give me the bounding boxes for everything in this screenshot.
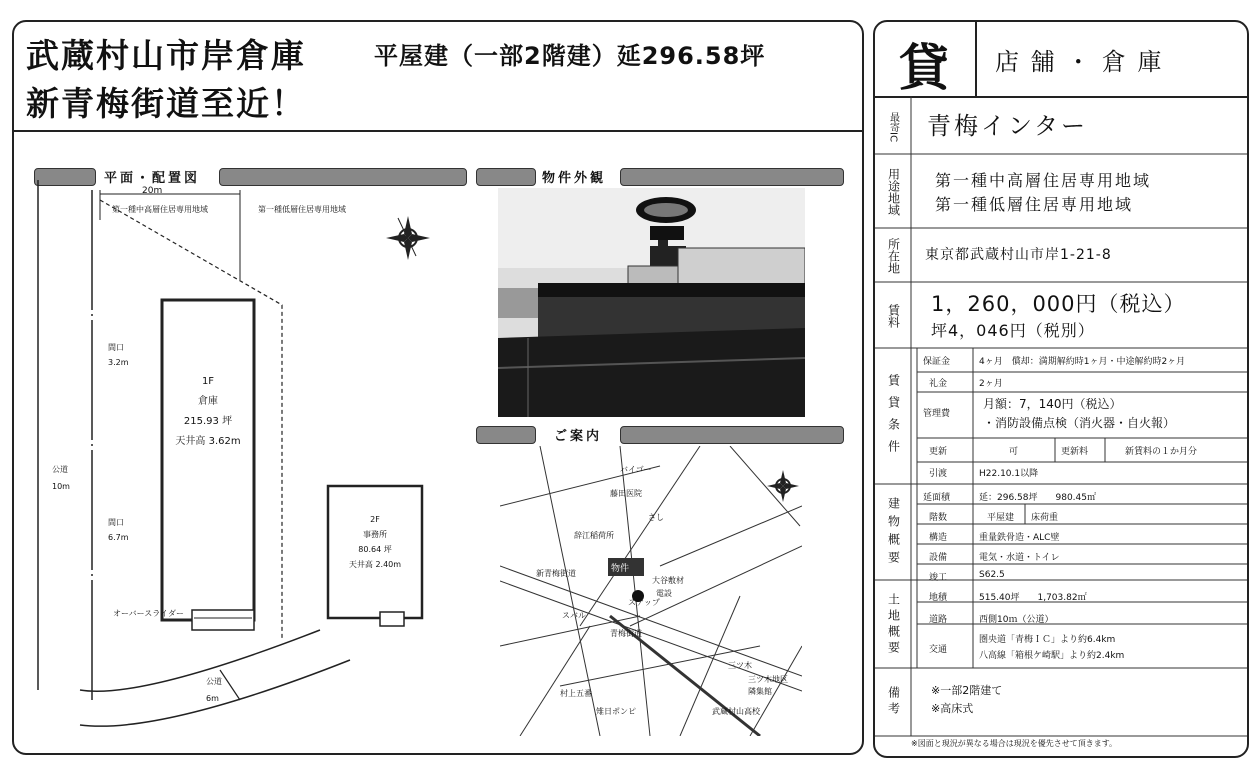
map-label: 三ツ木地区 bbox=[748, 675, 788, 684]
frontage2-value: 6.7m bbox=[108, 533, 129, 542]
note-2: ※高床式 bbox=[931, 702, 974, 715]
label-notes: 備考 bbox=[886, 686, 901, 718]
type-label: 店 舗 ・ 倉 庫 bbox=[995, 48, 1164, 76]
warehouse-use: 倉庫 bbox=[198, 396, 218, 407]
type-char: 貸 bbox=[899, 38, 949, 97]
zoning-2: 第一種低層住居専用地域 bbox=[935, 195, 1134, 214]
property-photo bbox=[498, 188, 805, 417]
handover-val: H22.10.1以降 bbox=[979, 469, 1039, 479]
label-address: 所在地 bbox=[886, 238, 901, 274]
photo-title: 物件外観 bbox=[538, 167, 610, 186]
keymoney-key: 礼金 bbox=[929, 379, 948, 389]
office-label bbox=[328, 512, 422, 572]
road-bottom-label: 公道 bbox=[206, 677, 222, 686]
warehouse-ceiling: 天井高 3.62m bbox=[175, 436, 241, 447]
landarea-key: 地積 bbox=[929, 593, 948, 603]
renew-key: 更新 bbox=[929, 447, 948, 457]
map-label: バイゴー bbox=[620, 465, 652, 474]
map-label: 武蔵村山高校 bbox=[712, 707, 760, 716]
floors-key: 階数 bbox=[929, 513, 948, 523]
info-panel bbox=[873, 20, 1249, 758]
map-label: 村上五番 bbox=[560, 689, 592, 698]
map-title: ご案内 bbox=[550, 425, 606, 444]
footer-note: ※図面と現況が異なる場合は現況を優先させて頂きます。 bbox=[911, 739, 1118, 748]
road-key: 道路 bbox=[929, 615, 948, 625]
header bbox=[14, 22, 862, 132]
mgmt-val1: 月額：7，140円（税込） bbox=[983, 397, 1122, 411]
renew-val: 可 bbox=[1009, 447, 1019, 457]
map-label: 雉日ポンピ bbox=[596, 707, 636, 716]
road-val: 西側10ｍ（公道） bbox=[979, 615, 1054, 625]
equip-key: 設備 bbox=[929, 553, 948, 563]
type-divider bbox=[975, 22, 977, 96]
built-val: S62.5 bbox=[979, 570, 1005, 580]
map-label: 物件 bbox=[611, 564, 630, 574]
built-key: 竣工 bbox=[929, 573, 948, 583]
floorplan-title: 平面・配置図 bbox=[100, 167, 204, 186]
deposit-val: 4ヶ月 償却：満期解約時1ヶ月・中途解約時2ヶ月 bbox=[979, 357, 1186, 367]
zone-right: 第一種低層住居専用地域 bbox=[258, 205, 346, 214]
map-label: 辞江稲荷所 bbox=[574, 531, 614, 540]
office-floor: 2F bbox=[370, 515, 380, 524]
road-bottom-value: 6m bbox=[206, 694, 219, 703]
mgmt-key: 管理費 bbox=[923, 409, 951, 419]
map-label: 電設 bbox=[656, 589, 672, 598]
landarea-val: 515.40坪 1,703.82㎡ bbox=[979, 593, 1087, 603]
structure-val: 重量鉄骨造・ALC壁 bbox=[979, 533, 1060, 543]
type-row bbox=[875, 22, 1247, 98]
renewfee-key: 更新料 bbox=[1061, 447, 1089, 457]
overslider-label: オーバースライダー bbox=[113, 609, 184, 618]
traffic-val2: 八高線「箱根ケ崎駅」より約2.4km bbox=[979, 651, 1125, 661]
floors-extra: 床荷重 bbox=[1031, 513, 1059, 523]
label-land: 土地概要 bbox=[886, 593, 901, 657]
rent-sub: 坪4，046円（税別） bbox=[931, 321, 1095, 340]
section-bar bbox=[620, 168, 844, 186]
office-area: 80.64 坪 bbox=[358, 545, 392, 554]
deposit-key: 保証金 bbox=[923, 357, 951, 367]
floorarea-key: 延面積 bbox=[923, 493, 951, 503]
road-left-label: 公道 bbox=[52, 465, 68, 474]
label-conditions: 賃貸条件 bbox=[886, 374, 901, 462]
note-1: ※一部2階建て bbox=[931, 684, 1003, 697]
section-bar bbox=[620, 426, 844, 444]
map-label: さし bbox=[648, 513, 664, 522]
headline-main: 武蔵村山市岸倉庫 bbox=[26, 36, 306, 75]
office-use: 事務所 bbox=[363, 530, 387, 539]
frontage2-label: 間口 bbox=[108, 518, 124, 527]
label-building: 建物概要 bbox=[886, 497, 901, 569]
dimension-top: 20m bbox=[142, 186, 163, 196]
map-label: スバル bbox=[562, 611, 586, 620]
traffic-key: 交通 bbox=[929, 645, 948, 655]
warehouse-label bbox=[162, 372, 254, 452]
map-label: 新青梅街道 bbox=[536, 569, 576, 578]
label-nearest-ic: 最寄IC bbox=[887, 112, 899, 142]
nearest-ic: 青梅インター bbox=[927, 112, 1089, 140]
frontage1-label: 間口 bbox=[108, 343, 124, 352]
map-label: ステップ bbox=[628, 598, 660, 607]
office-ceiling: 天井高 2.40m bbox=[348, 560, 402, 569]
address: 東京都武蔵村山市岸1-21-8 bbox=[925, 247, 1112, 263]
section-bar bbox=[476, 426, 536, 444]
zoning-1: 第一種中高層住居専用地域 bbox=[935, 171, 1152, 190]
label-zoning: 用途地域 bbox=[886, 168, 901, 216]
zone-left: 第一種中高層住居専用地域 bbox=[112, 205, 208, 214]
headline-sub: 平屋建（一部2階建）延296.58坪 bbox=[374, 42, 766, 70]
floors-val: 平屋建 bbox=[987, 513, 1015, 523]
renewfee-val: 新賃料の１か月分 bbox=[1125, 447, 1198, 457]
floorplan-drawing bbox=[20, 180, 470, 740]
map-label: 隣集館 bbox=[748, 687, 772, 696]
road-left-value: 10m bbox=[52, 482, 70, 491]
rent-main: 1，260，000円（税込） bbox=[931, 292, 1186, 316]
section-bar bbox=[476, 168, 536, 186]
label-rent: 賃料 bbox=[886, 304, 901, 328]
handover-key: 引渡 bbox=[929, 469, 948, 479]
equip-val: 電気・水道・トイレ bbox=[979, 553, 1060, 563]
traffic-val1: 圏央道「青梅ＩＣ」より約6.4km bbox=[979, 635, 1116, 645]
floorarea-val: 延：296.58坪 980.45㎡ bbox=[979, 493, 1096, 503]
mgmt-val2: ・消防設備点検（消火器・自火報） bbox=[983, 416, 1176, 430]
headline-second: 新青梅街道至近！ bbox=[26, 84, 306, 123]
map-label: 三ツ木 bbox=[728, 661, 752, 670]
frontage1-value: 3.2m bbox=[108, 358, 129, 367]
keymoney-val: 2ヶ月 bbox=[979, 379, 1003, 389]
warehouse-area: 215.93 坪 bbox=[183, 416, 233, 427]
map-label: 大谷敷材 bbox=[652, 576, 684, 585]
map-label: 藤田医院 bbox=[610, 489, 642, 498]
map-label: 青梅街道 bbox=[610, 629, 642, 638]
structure-key: 構造 bbox=[929, 533, 948, 543]
warehouse-floor: 1F bbox=[201, 376, 215, 387]
